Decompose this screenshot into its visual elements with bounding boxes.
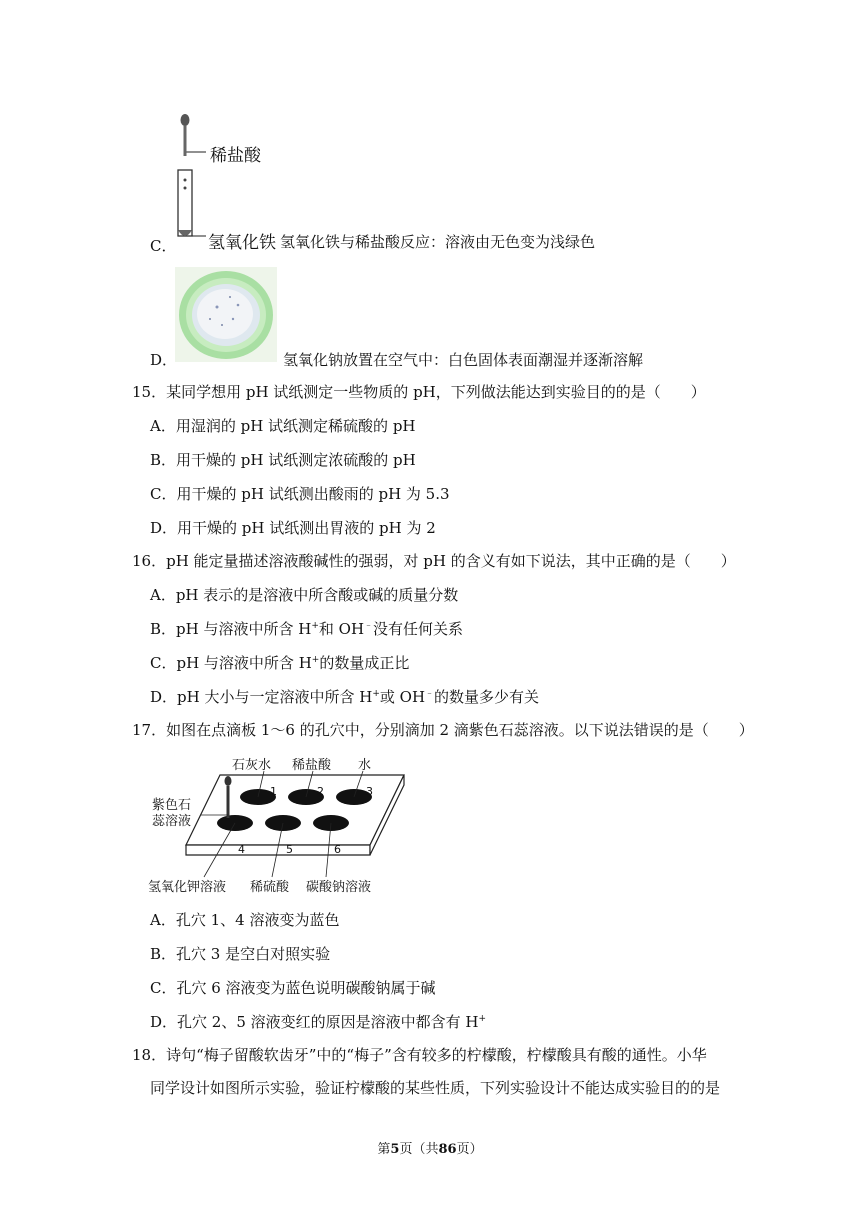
page-number: 5 bbox=[390, 1142, 400, 1157]
total-pages: 86 bbox=[438, 1142, 457, 1157]
q17-stem: 17．如图在点滴板 1～6 的孔穴中，分别滴加 2 滴紫色石蕊溶液。以下说法错误的是（ ） bbox=[132, 721, 754, 739]
q17-option-d: D．孔穴 2、5 溶液变红的原因是溶液中都含有 H+ bbox=[150, 1013, 487, 1031]
label-dilute-hcl: 稀盐酸 bbox=[292, 758, 332, 773]
well-number-5: 5 bbox=[286, 843, 293, 856]
label-litmus-1: 紫色石 bbox=[152, 798, 192, 813]
dropper-tube-figure bbox=[170, 112, 280, 247]
label-koh: 氢氧化钾溶液 bbox=[148, 880, 227, 895]
q16-option-d: D．pH 大小与一定溶液中所含 H+或 OH﹣的数量多少有关 bbox=[150, 688, 540, 706]
q17-option-c: C．孔穴 6 溶液变为蓝色说明碳酸钠属于碱 bbox=[150, 979, 436, 997]
label-dilute-h2so4: 稀硫酸 bbox=[250, 880, 290, 895]
option-c-letter: C． bbox=[150, 237, 177, 255]
page-footer: 第5页（共86页） bbox=[377, 1142, 483, 1157]
reagent-label: 稀盐酸 bbox=[210, 146, 261, 166]
q18-line-2: 同学设计如图所示实验，验证柠檬酸的某些性质，下列实验设计不能达成实验目的的是 bbox=[150, 1079, 721, 1097]
well-number-4: 4 bbox=[238, 843, 245, 856]
dropper-tube bbox=[184, 126, 187, 156]
q15-option-a: A．用湿润的 pH 试纸测定稀硫酸的 pH bbox=[150, 417, 416, 435]
q16-option-b: B．pH 与溶液中所含 H+和 OH﹣没有任何关系 bbox=[150, 620, 464, 638]
well-number-3: 3 bbox=[366, 785, 373, 798]
label-na2co3: 碳酸钠溶液 bbox=[306, 880, 372, 895]
q15-option-b: B．用干燥的 pH 试纸测定浓硫酸的 pH bbox=[150, 451, 416, 469]
label-litmus-2: 蕊溶液 bbox=[152, 814, 192, 829]
label-water: 水 bbox=[358, 758, 372, 773]
q15-option-c: C．用干燥的 pH 试纸测出酸雨的 pH 为 5.3 bbox=[150, 485, 450, 503]
option-c-text: 氢氧化铁与稀盐酸反应：溶液由无色变为浅绿色 bbox=[280, 233, 596, 251]
q16-option-c: C．pH 与溶液中所含 H+的数量成正比 bbox=[150, 654, 410, 672]
well-number-2: 2 bbox=[317, 785, 324, 798]
q15-option-d: D．用干燥的 pH 试纸测出胃液的 pH 为 2 bbox=[150, 519, 436, 537]
option-d-text: 氢氧化钠放置在空气中：白色固体表面潮湿并逐渐溶解 bbox=[283, 351, 644, 369]
dropper-bulb bbox=[181, 114, 190, 126]
option-d-letter: D． bbox=[150, 351, 178, 369]
q15-stem: 15．某同学想用 pH 试纸测定一些物质的 pH，下列做法能达到实验目的的是（ ） bbox=[132, 383, 706, 401]
well-number-6: 6 bbox=[334, 843, 341, 856]
q16-stem: 16．pH 能定量描述溶液酸碱性的强弱，对 pH 的含义有如下说法，其中正确的是（ ） bbox=[132, 552, 736, 570]
spot-plate-figure bbox=[148, 757, 408, 897]
well-number-1: 1 bbox=[270, 785, 277, 798]
q16-option-a: A．pH 表示的是溶液中所含酸或碱的质量分数 bbox=[150, 586, 459, 604]
q17-option-b: B．孔穴 3 是空白对照实验 bbox=[150, 945, 331, 963]
petri-dish-image bbox=[175, 267, 277, 362]
q17-option-a: A．孔穴 1、4 溶液变为蓝色 bbox=[150, 911, 340, 929]
q18-line-1: 18．诗句“梅子留酸软齿牙”中的“梅子”含有较多的柠檬酸，柠檬酸具有酸的通性。小华 bbox=[132, 1046, 707, 1064]
solid-label: 氢氧化铁 bbox=[208, 233, 276, 253]
label-lime-water: 石灰水 bbox=[232, 758, 272, 773]
